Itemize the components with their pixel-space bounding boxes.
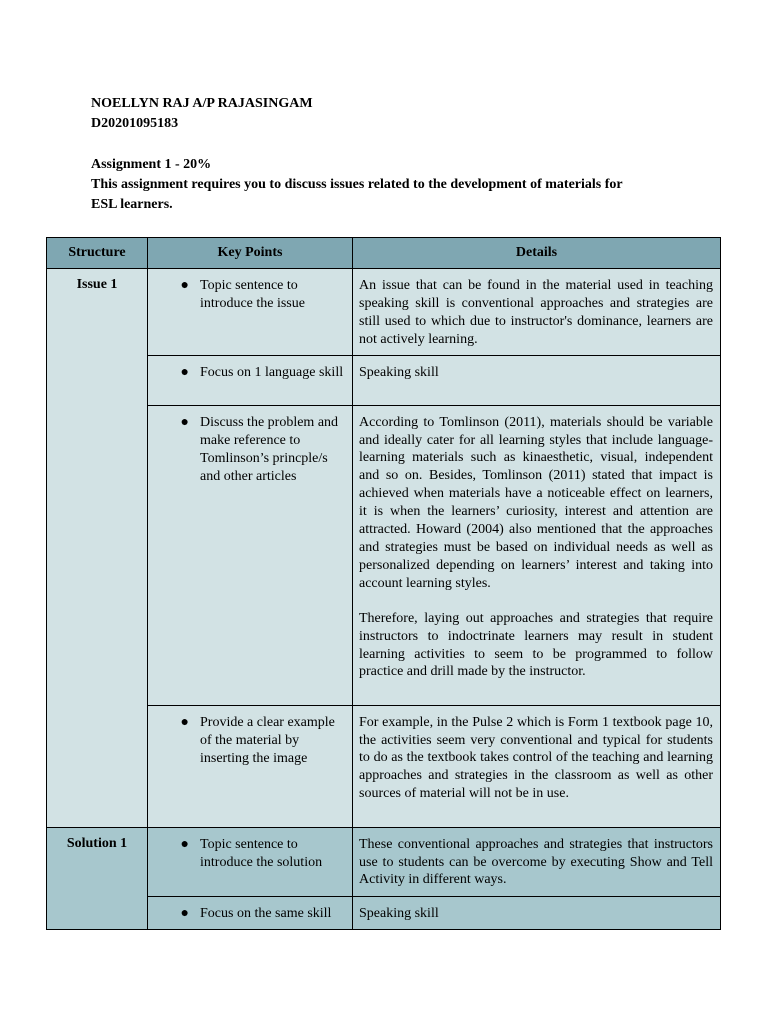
details-cell (353, 269, 721, 356)
table-header-row (47, 238, 721, 269)
student-id: D20201095183 (91, 116, 179, 131)
details-cell (353, 355, 721, 405)
details-paragraph: For example, in the Pulse 2 which is Form 1 textbook page 10, the activities seem very conventional and typical for students to do as the textbook takes control of the teaching and learning approaches and strategies in the classroom as well as other sources of material will not be in use. (359, 714, 713, 802)
assignment-instruction-line-1: This assignment requires you to discuss issues related to the development of materials for (91, 177, 623, 192)
bullet-icon: ● (180, 364, 189, 380)
bullet-icon: ● (180, 414, 189, 430)
bullet-icon: ● (180, 714, 189, 730)
column-header-key-points: Key Points (148, 238, 353, 269)
solution-1-structure-cell: Solution 1 (47, 827, 148, 929)
key-point-cell (148, 705, 353, 827)
bullet-icon: ● (180, 905, 189, 921)
details-paragraph: According to Tomlinson (2011), materials should be variable and ideally cater for all learning styles that include language-learning materials such as kinaesthetic, visual, independent and so on. Besides, Tomlinson (2011) stated that impact is achieved when materials have a noticeable effect on learners, it is when the learners’ curiosity, interest and attention are attracted. Howard (2004) also mentioned that the approaches and strategies must be based on individual needs as well as personalized depending on learners’ interest and taking into account learning styles. (359, 414, 713, 591)
key-point-cell (148, 355, 353, 405)
key-point-text: Topic sentence to introduce the solution (200, 836, 323, 870)
student-name: NOELLYN RAJ A/P RAJASINGAM (91, 96, 313, 111)
table-row (47, 405, 721, 705)
key-point-cell (148, 405, 353, 705)
key-point-text: Focus on the same skill (200, 905, 332, 921)
details-cell (353, 896, 721, 929)
key-point-cell (148, 269, 353, 356)
details-paragraph: Speaking skill (359, 905, 439, 921)
details-cell (353, 705, 721, 827)
assignment-table (46, 237, 721, 930)
details-cell (353, 405, 721, 705)
details-paragraph: Speaking skill (359, 364, 439, 380)
bullet-icon: ● (180, 278, 189, 293)
details-paragraph: These conventional approaches and strategies that instructors use to students can be overcome by executing Show and Tell Activity in different ways. (359, 836, 713, 888)
column-header-structure: Structure (47, 238, 148, 269)
key-point-text: Provide a clear example of the material by inserting the image (200, 714, 335, 766)
bullet-icon: ● (180, 836, 189, 852)
key-point-cell (148, 827, 353, 896)
details-cell (353, 827, 721, 896)
table-row (47, 705, 721, 827)
key-point-text: Discuss the problem and make reference to Tomlinson’s princple/s and other articles (200, 414, 339, 484)
table-row (47, 355, 721, 405)
key-point-text: Topic sentence to introduce the issue (200, 278, 305, 311)
key-point-cell (148, 896, 353, 929)
key-point-text: Focus on 1 language skill (200, 364, 344, 380)
document-header (91, 94, 691, 215)
table-row (47, 896, 721, 929)
details-paragraph: An issue that can be found in the material used in teaching speaking skill is conventional approaches and strategies are still used to which due to instructor's dominance, learners are not actively learning. (359, 278, 713, 347)
assignment-title: Assignment 1 - 20% (91, 157, 212, 172)
details-paragraph: Therefore, laying out approaches and strategies that require instructors to indoctrinate learners may result in student learning activities to seem to be programmed to follow practice and drill made by the instructor. (359, 610, 713, 680)
column-header-details: Details (353, 238, 721, 269)
issue-1-structure-cell: Issue 1 (47, 269, 148, 828)
assignment-instruction-line-2: ESL learners. (91, 197, 173, 212)
table-row (47, 269, 721, 356)
table-row (47, 827, 721, 896)
